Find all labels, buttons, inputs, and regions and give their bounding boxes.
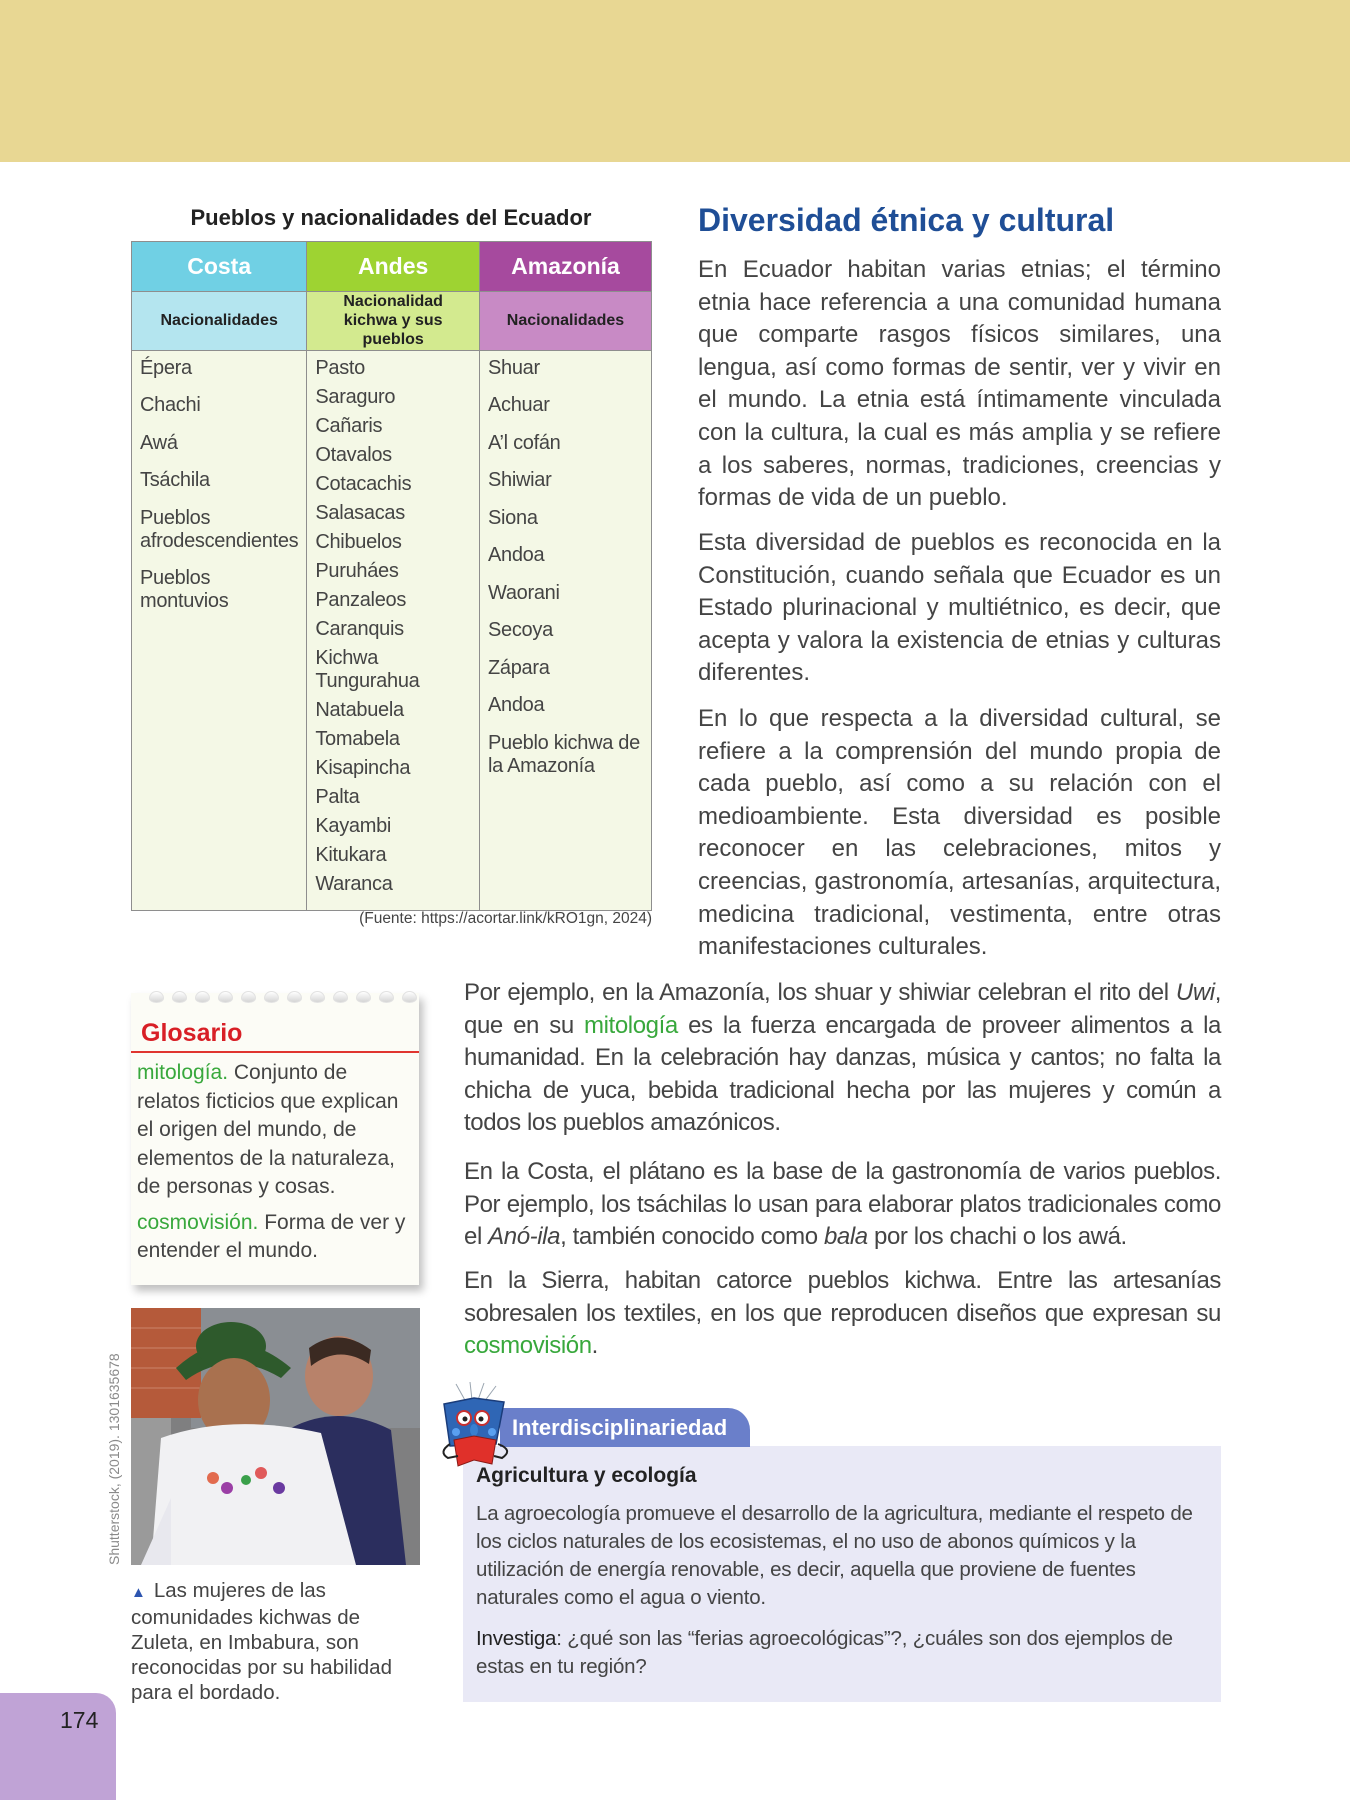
subheader-amazonia: Nacionalidades <box>479 292 651 351</box>
glossary-term: cosmovisión. <box>137 1210 259 1234</box>
subheader-costa: Nacionalidades <box>132 292 307 351</box>
interdisciplinary-question: Investiga: ¿qué son las “ferias agroecológicas”?, ¿cuáles son dos ejemplos de estas en tu región? <box>476 1627 1173 1678</box>
table-cell-item: Secoya <box>487 619 553 642</box>
investiga-label: Investiga <box>476 1627 557 1650</box>
header-andes: Andes <box>307 242 480 292</box>
column-costa <box>132 350 307 910</box>
interdisciplinary-label: Interdisciplinariedad <box>512 1415 728 1440</box>
table-cell-item: Awá <box>140 431 178 454</box>
table-cell-item: Panzaleos <box>315 588 407 611</box>
peoples-table <box>131 241 652 911</box>
glossary-entry <box>137 1209 415 1266</box>
table-cell-item: Andoa <box>487 694 545 717</box>
paragraph-costa: En la Costa, el plátano es la base de la gastronomía de varios pueblos. Por ejemplo, los tsáchilas lo usan para elaborar platos tradicionales como el Anó-ila, también conocido como bala por los chachi o los awá. <box>464 1158 1221 1251</box>
glossary-divider <box>131 1051 419 1053</box>
paragraph-ethnicity: En Ecuador habitan varias etnias; el término etnia hace referencia a una comunidad humana que comparte rasgos físicos similares, una lengua, así como formas de sentir, ver y vivir en el mundo. La etnia está íntimamente vinculada con la cultura, la cual es más amplia y se refiere a los saberes, normas, tradiciones, creencias y formas de vida de un pueblo. <box>698 256 1221 512</box>
anoila-term: Anó-ila <box>488 1223 561 1251</box>
page-number: 174 <box>60 1707 99 1733</box>
paragraph-amazonia: Por ejemplo, en la Amazonía, los shuar y shiwiar celebran el rito del Uwi, que en su mitología es la fuerza encargada de proveer alimentos a la humanidad. En la celebración hay danzas, música y cantos; no falta la chicha de yuca, bebida tradicional hecha por las mujeres y común a todos los pueblos amazónicos. <box>464 979 1221 1137</box>
paragraph-constitution: Esta diversidad de pueblos es reconocida en la Constitución, cuando señala que Ecuador es un Estado plurinacional y multiétnico, es decir, que acepta y valora la existencia de etnias y culturas diferentes. <box>698 529 1221 687</box>
table-cell-item: Saraguro <box>315 385 396 408</box>
table-cell-item: Pueblos afrodescendientes <box>140 506 299 552</box>
glossary-entry <box>137 1059 415 1202</box>
glossary-link-cosmovision[interactable]: cosmovisión <box>464 1332 592 1360</box>
table-cell-item: Kichwa Tungurahua <box>315 646 420 692</box>
glossary-definition: Conjunto de relatos ficticios que explican el origen del mundo, de elementos de la naturaleza, de personas y cosas. <box>137 1061 399 1198</box>
table-cell-item: Waranca <box>315 872 393 895</box>
table-cell-item: Palta <box>315 785 360 808</box>
table-cell-item: Cotacachis <box>315 472 412 495</box>
section-title: Diversidad étnica y cultural <box>698 202 1115 238</box>
table-cell-item: Natabuela <box>315 698 404 721</box>
table-cell-item: Zápara <box>487 656 550 679</box>
table-source: (Fuente: https://acortar.link/kRO1gn, 2024) <box>359 910 652 927</box>
table-cell-item: Épera <box>140 356 192 379</box>
paragraph-cultural-diversity: En lo que respecta a la diversidad cultural, se refiere a la comprensión del mundo propia de cada pueblo, así como a su relación con el medioambiente. Esta diversidad es posible reconocer en las celebraciones, mitos y creencias, gastronomía, artesanías, arquitectura, medicina tradicional, vestimenta, entre otras manifestaciones culturales. <box>698 705 1221 961</box>
subheader-andes: Nacionalidad kichwa y sus pueblos <box>307 292 480 351</box>
glossary-title: Glosario <box>141 1019 243 1047</box>
table-cell-item: Kayambi <box>315 814 392 837</box>
photo-credit: Shutterstock, (2019). 1301635678 <box>106 1353 122 1565</box>
table-cell-item: Pueblos montuvios <box>140 567 229 613</box>
table-cell-item: Pueblo kichwa de la Amazonía <box>487 731 640 777</box>
table-cell-item: Otavalos <box>315 443 392 466</box>
bala-term: bala <box>823 1223 868 1251</box>
glossary-link-mitologia[interactable]: mitología <box>584 1011 678 1039</box>
table-cell-item: Chibuelos <box>315 530 402 553</box>
photo-embroidery-women <box>131 1308 420 1565</box>
table-cell-item: Kitukara <box>315 843 387 866</box>
table-cell-item: Achuar <box>487 394 550 417</box>
table-cell-item: Cañaris <box>315 414 383 437</box>
table-cell-item: Shiwiar <box>487 469 552 492</box>
photo-illustration <box>131 1308 420 1565</box>
table-cell-item: Siona <box>487 506 538 529</box>
table-cell-item: A’l cofán <box>487 431 561 454</box>
table-cell-item: Waorani <box>487 581 560 604</box>
table-cell-item: Puruháes <box>315 559 399 582</box>
glossary-term: mitología. <box>137 1061 229 1084</box>
table-cell-item: Pasto <box>315 356 365 379</box>
paragraph-sierra: En la Sierra, habitan catorce pueblos kichwa. Entre las artesanías sobresalen los textiles, en los que reproducen diseños que expresan su cosmovisión. <box>464 1267 1221 1360</box>
table-cell-item: Andoa <box>487 544 545 567</box>
column-amazonia <box>479 350 651 910</box>
table-cell-item: Tsáchila <box>140 469 210 492</box>
notebook-rings-icon <box>149 991 417 1003</box>
uwi-term: Uwi <box>1175 979 1215 1006</box>
table-cell-item: Shuar <box>487 356 540 379</box>
photo-caption: ▲ Las mujeres de las comunidades kichwas de Zuleta, en Imbabura, son reconocidas por su habilidad para el bordado. <box>131 1579 392 1704</box>
interdisciplinary-text: La agroecología promueve el desarrollo de la agricultura, mediante el respeto de los ciclos naturales de los ecosistemas, el no uso de abonos químicos y la utilización de energía renovable, es decir, aquella que proviene de fuentes naturales como el agua o viento. <box>476 1502 1193 1609</box>
glossary-definition: Forma de ver y entender el mundo. <box>137 1210 406 1262</box>
book-mascot-icon <box>436 1382 516 1472</box>
table-cell-item: Chachi <box>140 394 201 417</box>
top-color-band <box>0 0 1350 162</box>
glossary-box <box>131 993 419 1285</box>
caption-triangle-icon: ▲ <box>131 1584 146 1601</box>
header-costa: Costa <box>132 242 307 292</box>
table-cell-item: Kisapincha <box>315 756 411 779</box>
table-cell-item: Salasacas <box>315 501 405 524</box>
page-number-tab <box>0 1693 116 1800</box>
table-cell-item: Tomabela <box>315 727 400 750</box>
interdisciplinary-subtitle: Agricultura y ecología <box>476 1464 697 1487</box>
column-andes <box>307 350 480 910</box>
header-amazonia: Amazonía <box>479 242 651 292</box>
table-cell-item: Caranquis <box>315 617 404 640</box>
table-title: Pueblos y nacionalidades del Ecuador <box>190 205 592 230</box>
